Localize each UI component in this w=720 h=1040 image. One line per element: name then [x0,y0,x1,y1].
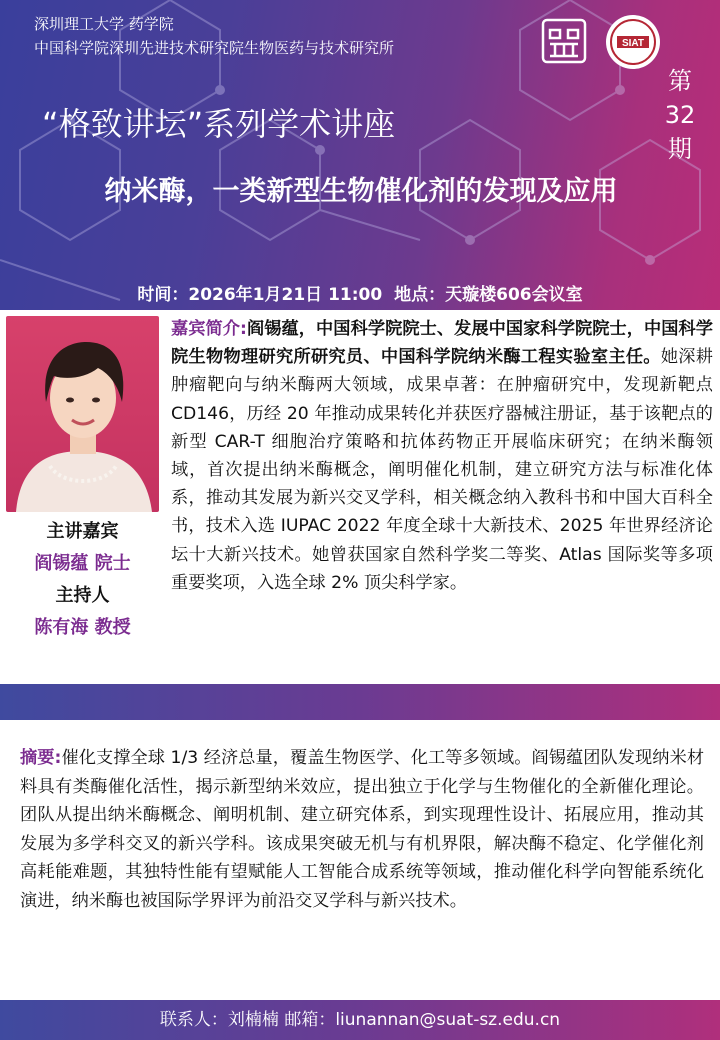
series-title: “格致讲坛”系列学术讲座 [42,105,396,143]
siat-logo [604,13,662,71]
svg-text:SIAT: SIAT [621,38,645,49]
host-label: 主持人 [55,585,110,606]
talk-title: 纳米酶，一类新型生物催化剂的发现及应用 [104,176,618,207]
poster-header [0,0,720,310]
speaker-photo [6,316,159,512]
contact-footer: 联系人：刘楠楠 邮箱：liunannan@suat-sz.edu.cn [0,1000,720,1040]
abstract [20,744,704,916]
time-place-bar [0,280,720,310]
speaker-name: 阎锡蕴 院士 [34,553,131,574]
bio-text: 她深耕肿瘤靶向与纳米酶两大领域，成果卓著：在肿瘤研究中，发现新靶点 CD146，历经 20 年推动成果转化并获医疗器械注册证，基于该靶点的新型 CAR-T 细胞治疗策略和抗体药物正开展临床研究；在纳米酶领域，首次提出纳米酶概念，阐明催化机制，建立研究方法与标准化体系，推动其发展为新兴交叉学科，相关概念纳入教科书和中国大百科全书，技术入选 IUPAC 2022 年度全球十大新技术、2025 年世界经济论坛十大新兴技术。她曾获国家自然科学奖二等奖、Atlas 国际奖等多项重要奖项，入选全球 2% 顶尖科学家。 [171,347,713,593]
bio-label: 嘉宾简介: [171,319,247,339]
speaker-bio [171,315,713,597]
speaker-label: 主讲嘉宾 [46,521,119,542]
bio-highlight: 阎锡蕴，中国科学院院士、发展中国家科学院院士，中国科学院生物物理研究所研究员、中国科学院纳米酶工程实验室主任。 [171,319,713,368]
divider-band [0,684,720,720]
issue-char-1: 第 [668,67,692,95]
org-line-university: 深圳理工大学 药学院 [34,15,174,33]
host-name: 陈有海 教授 [34,617,131,638]
org-line-institute: 中国科学院深圳先进技术研究院生物医药与技术研究所 [34,39,395,57]
place-label: 地点：天璇楼606会议室 [394,285,583,305]
university-logo [541,18,587,64]
time-label: 时间：2026年1月21日 11:00 [137,285,383,305]
speaker-host-panel [6,516,159,644]
issue-char-3: 期 [668,135,692,163]
abstract-label: 摘要: [20,748,62,768]
abstract-text: 催化支撑全球 1/3 经济总量，覆盖生物医学、化工等多领域。阎锡蕴团队发现纳米材料具有类酶催化活性，揭示新型纳米效应，提出独立于化学与生物催化的全新催化理论。团队从提出纳米酶概念、阐明机制、建立研究体系，到实现理性设计、拓展应用，推动其发展为多学科交叉的新兴学科。该成果突破无机与有机界限，解决酶不稳定、化学催化剂高耗能难题，其独特性能有望赋能人工智能合成系统等领域，推动催化科学向智能系统化演进，纳米酶也被国际学界评为前沿交叉学科与新兴技术。 [20,748,705,911]
issue-number [662,64,698,166]
issue-char-2: 32 [664,101,696,129]
